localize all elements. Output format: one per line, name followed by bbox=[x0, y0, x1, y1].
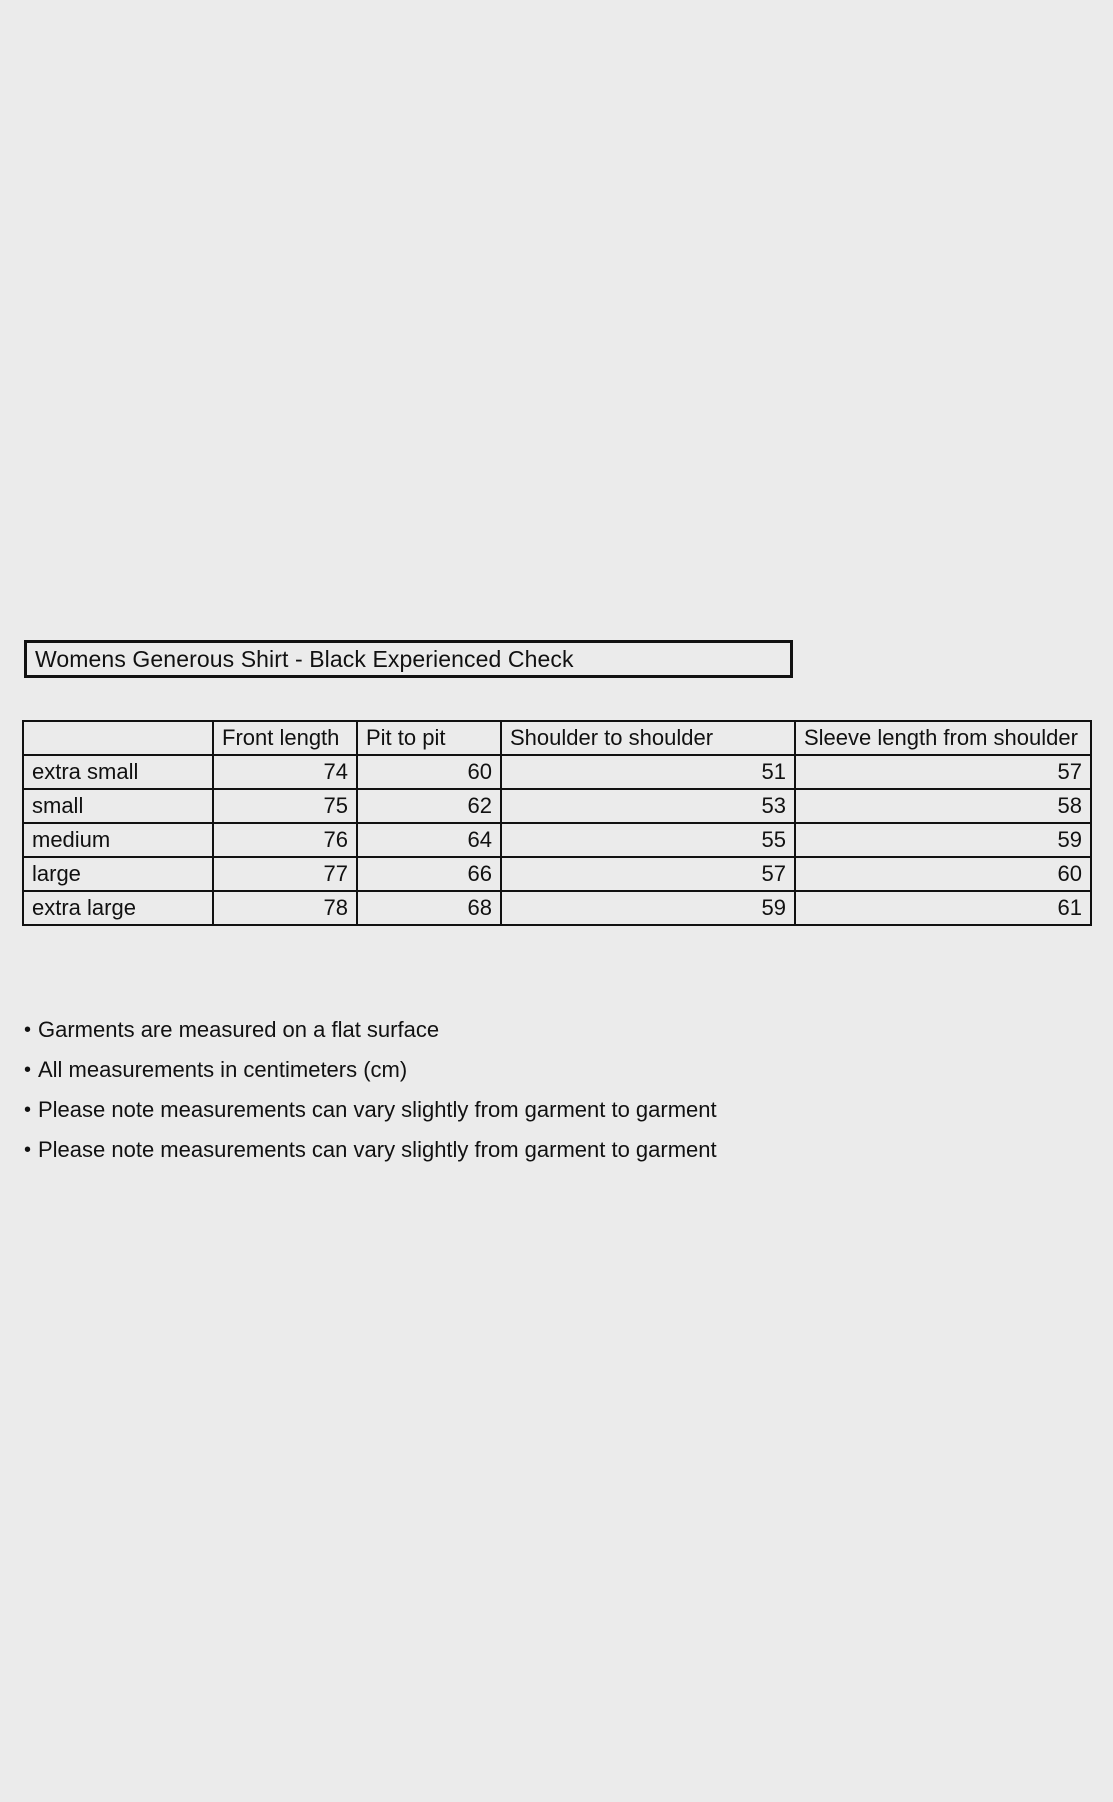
note-text: Please note measurements can vary slightly from garment to garment bbox=[38, 1137, 717, 1162]
table-header-row bbox=[23, 721, 1091, 755]
bullet-icon: • bbox=[24, 1099, 32, 1121]
column-header-sleeve-length: Sleeve length from shoulder bbox=[795, 721, 1091, 755]
column-header-shoulder-to-shoulder: Shoulder to shoulder bbox=[501, 721, 795, 755]
measurement-notes-list bbox=[24, 1010, 924, 1170]
column-header-front-length: Front length bbox=[213, 721, 357, 755]
row-label-extra-small: extra small bbox=[23, 755, 213, 789]
bullet-icon: • bbox=[24, 1059, 32, 1081]
cell-pit-to-pit: 60 bbox=[357, 755, 501, 789]
cell-pit-to-pit: 66 bbox=[357, 857, 501, 891]
table-row bbox=[23, 823, 1091, 857]
cell-front-length: 75 bbox=[213, 789, 357, 823]
column-header-pit-to-pit: Pit to pit bbox=[357, 721, 501, 755]
bullet-icon: • bbox=[24, 1139, 32, 1161]
table-row bbox=[23, 891, 1091, 925]
list-item bbox=[24, 1090, 924, 1130]
cell-front-length: 76 bbox=[213, 823, 357, 857]
cell-front-length: 78 bbox=[213, 891, 357, 925]
list-item bbox=[24, 1050, 924, 1090]
cell-sleeve-length: 61 bbox=[795, 891, 1091, 925]
bullet-icon: • bbox=[24, 1019, 32, 1041]
cell-front-length: 74 bbox=[213, 755, 357, 789]
note-text: Garments are measured on a flat surface bbox=[38, 1017, 440, 1042]
cell-pit-to-pit: 68 bbox=[357, 891, 501, 925]
row-label-extra-large: extra large bbox=[23, 891, 213, 925]
note-text: Please note measurements can vary slightly from garment to garment bbox=[38, 1097, 717, 1122]
note-text: All measurements in centimeters (cm) bbox=[38, 1057, 408, 1082]
table-row bbox=[23, 789, 1091, 823]
cell-sleeve-length: 57 bbox=[795, 755, 1091, 789]
cell-sleeve-length: 59 bbox=[795, 823, 1091, 857]
cell-pit-to-pit: 62 bbox=[357, 789, 501, 823]
page-title: Womens Generous Shirt - Black Experienced Check bbox=[35, 645, 574, 672]
cell-pit-to-pit: 64 bbox=[357, 823, 501, 857]
cell-sleeve-length: 60 bbox=[795, 857, 1091, 891]
table-row bbox=[23, 857, 1091, 891]
measurements-table bbox=[22, 720, 1092, 926]
table-header bbox=[23, 721, 1091, 755]
column-header-size bbox=[23, 721, 213, 755]
list-item bbox=[24, 1130, 924, 1170]
cell-shoulder-to-shoulder: 55 bbox=[501, 823, 795, 857]
table-body bbox=[23, 755, 1091, 925]
cell-front-length: 77 bbox=[213, 857, 357, 891]
list-item bbox=[24, 1010, 924, 1050]
cell-shoulder-to-shoulder: 57 bbox=[501, 857, 795, 891]
cell-sleeve-length: 58 bbox=[795, 789, 1091, 823]
table-row bbox=[23, 755, 1091, 789]
cell-shoulder-to-shoulder: 59 bbox=[501, 891, 795, 925]
cell-shoulder-to-shoulder: 51 bbox=[501, 755, 795, 789]
row-label-large: large bbox=[23, 857, 213, 891]
cell-shoulder-to-shoulder: 53 bbox=[501, 789, 795, 823]
row-label-small: small bbox=[23, 789, 213, 823]
row-label-medium: medium bbox=[23, 823, 213, 857]
product-title-box bbox=[24, 640, 793, 678]
